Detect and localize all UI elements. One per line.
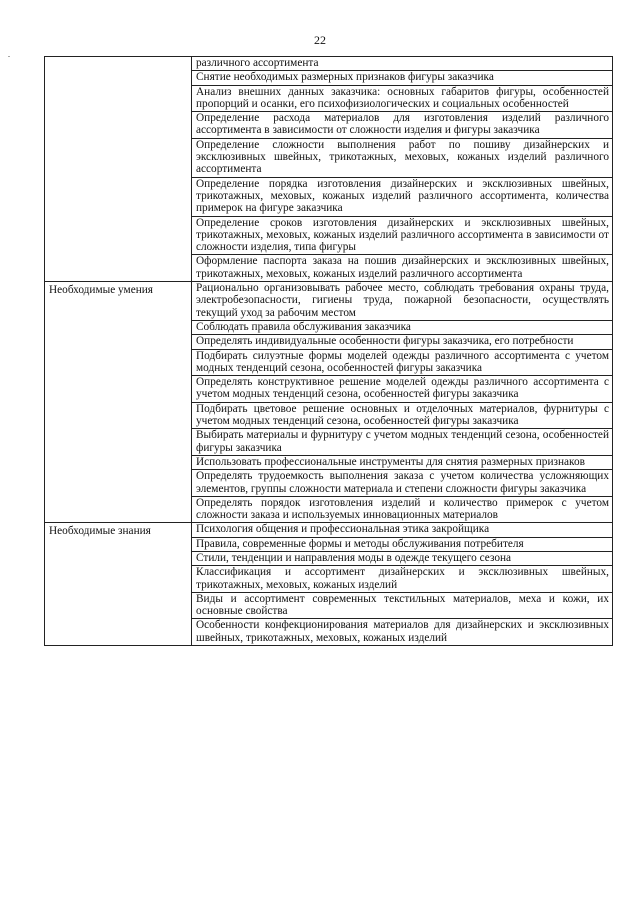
item-cell: Виды и ассортимент современных текстильных материалов, меха и кожи, их основные свойства: [192, 592, 613, 619]
item-cell: Использовать профессиональные инструменты для снятия размерных признаков: [192, 455, 613, 469]
item-cell: Определять индивидуальные особенности фигуры заказчика, его потребности: [192, 335, 613, 349]
item-cell: Анализ внешних данных заказчика: основных габаритов фигуры, особенностей пропорций и осанки, его психофизиологических и социальных особенностей: [192, 85, 613, 112]
item-cell: Снятие необходимых размерных признаков фигуры заказчика: [192, 71, 613, 85]
item-cell: Определять конструктивное решение моделей одежды различного ассортимента с учетом модных тенденций сезона, особенностей фигуры заказчика: [192, 376, 613, 403]
item-cell: Определение сложности выполнения работ по пошиву дизайнерских и эксклюзивных швейных, трикотажных, меховых, кожаных изделий различного ассортимента: [192, 138, 613, 177]
item-cell: Определение порядка изготовления дизайнерских и эксклюзивных швейных, трикотажных, меховых, кожаных изделий различного ассортимента, количества примерок на фигуре заказчика: [192, 177, 613, 216]
category-cell: [45, 57, 192, 282]
item-cell: Стили, тенденции и направления моды в одежде текущего сезона: [192, 551, 613, 565]
page-number: 22: [314, 33, 326, 47]
item-cell: Определение расхода материалов для изготовления изделий различного ассортимента в зависимости от сложности изделия и фигуры заказчика: [192, 112, 613, 139]
table-row: [45, 523, 613, 537]
item-cell: Определять порядок изготовления изделий и количество примерок с учетом сложности заказа и используемых инновационных материалов: [192, 496, 613, 523]
item-cell: различного ассортимента: [192, 57, 613, 71]
requirements-table: [44, 56, 613, 646]
table-body: [45, 57, 613, 646]
item-cell: Выбирать материалы и фурнитуру с учетом модных тенденций сезона, особенностей фигуры заказчика: [192, 429, 613, 456]
item-cell: Классификация и ассортимент дизайнерских и эксклюзивных швейных, трикотажных, меховых, кожаных изделий: [192, 566, 613, 593]
item-cell: Правила, современные формы и методы обслуживания потребителя: [192, 537, 613, 551]
item-cell: Подбирать цветовое решение основных и отделочных материалов, фурнитуры с учетом модных тенденций сезона, особенностей фигуры заказчика: [192, 402, 613, 429]
item-cell: Определение сроков изготовления дизайнерских и эксклюзивных швейных, трикотажных, меховых, кожаных изделий различного ассортимента в зависимости от сложности изделия, типа фигуры: [192, 216, 613, 255]
table-row: [45, 282, 613, 321]
item-cell: Оформление паспорта заказа на пошив дизайнерских и эксклюзивных швейных, трикотажных, меховых, кожаных изделий различного ассортимента: [192, 255, 613, 282]
item-cell: Особенности конфекционирования материалов для дизайнерских и эксклюзивных швейных, трикотажных, меховых, кожаных изделий: [192, 619, 613, 646]
page-mark: .: [8, 50, 10, 59]
category-cell: Необходимые умения: [45, 282, 192, 523]
item-cell: Психология общения и профессиональная этика закройщика: [192, 523, 613, 537]
item-cell: Соблюдать правила обслуживания заказчика: [192, 320, 613, 334]
table-row: [45, 57, 613, 71]
category-cell: Необходимые знания: [45, 523, 192, 646]
item-cell: Рационально организовывать рабочее место, соблюдать требования охраны труда, электробезопасности, гигиены труда, пожарной безопасности, осуществлять текущий уход за рабочим местом: [192, 282, 613, 321]
item-cell: Подбирать силуэтные формы моделей одежды различного ассортимента с учетом модных тенденций сезона, особенностей фигуры заказчика: [192, 349, 613, 376]
item-cell: Определять трудоемкость выполнения заказа с учетом количества усложняющих элементов, группы сложности материала и степени сложности фигуры заказчика: [192, 470, 613, 497]
